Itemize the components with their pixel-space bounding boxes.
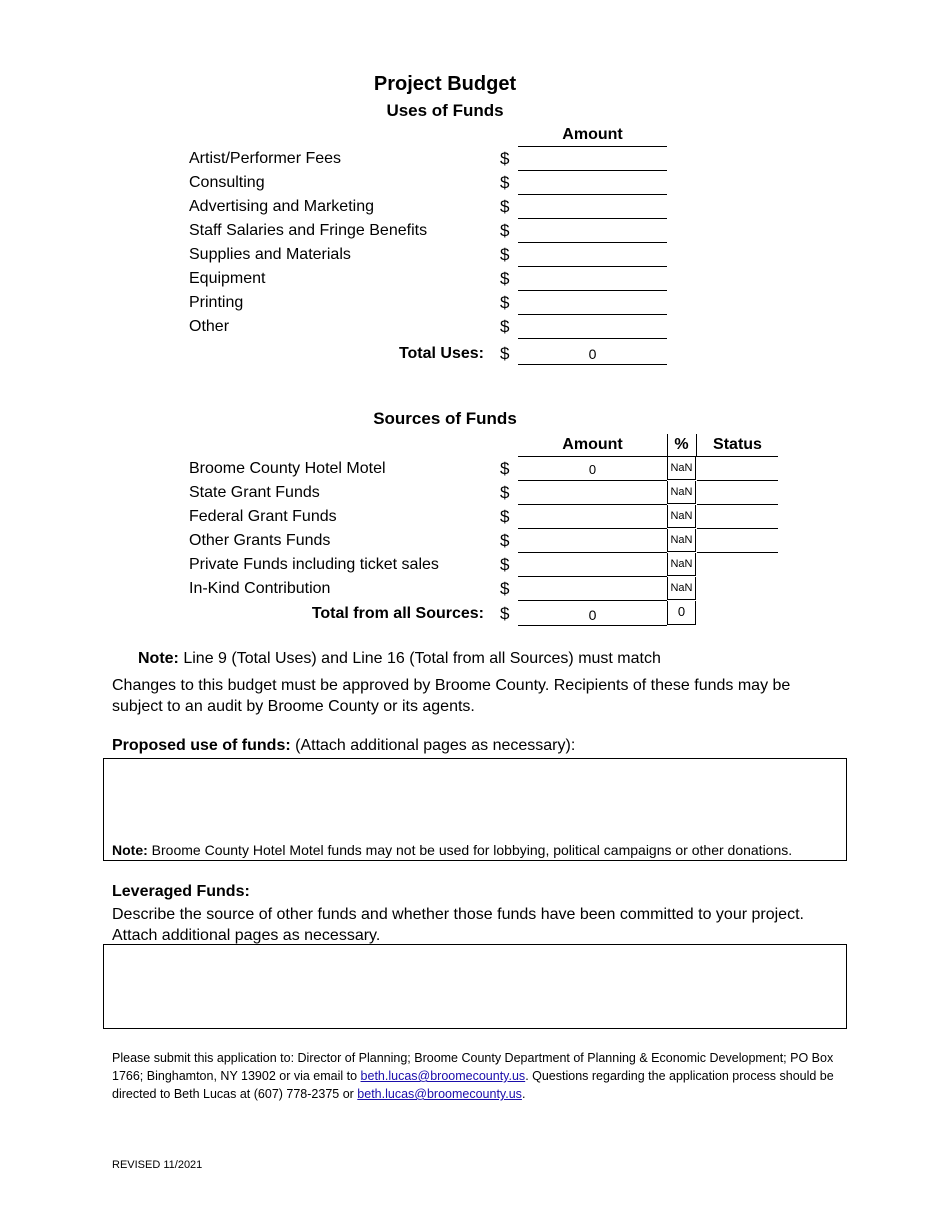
other-grants-input[interactable]: [518, 530, 667, 553]
note-label: Note:: [138, 650, 179, 667]
federal-grant-percent: NaN: [667, 505, 696, 528]
hotel-motel-status-input[interactable]: [697, 457, 778, 481]
federal-grant-status-input[interactable]: [697, 505, 778, 529]
equipment-input[interactable]: [518, 270, 667, 291]
sources-heading: Sources of Funds: [373, 409, 517, 428]
currency-symbol: $: [500, 245, 510, 264]
private-funds-input[interactable]: [518, 554, 667, 577]
private-funds-percent: NaN: [667, 553, 696, 576]
sources-row-label: Broome County Hotel Motel: [189, 460, 386, 477]
uses-row-label: Equipment: [189, 270, 266, 287]
proposed-use-box[interactable]: [103, 758, 847, 861]
uses-heading: Uses of Funds: [386, 101, 504, 120]
currency-symbol: $: [500, 555, 510, 574]
email-link[interactable]: beth.lucas@broomecounty.us: [357, 1087, 522, 1101]
footer-text-2: . Questions regarding the application process should be directed to Beth Lucas at (607) 778-2375 or: [112, 1069, 834, 1101]
match-note-text: Line 9 (Total Uses) and Line 16 (Total from all Sources) must match: [178, 650, 661, 667]
currency-symbol: $: [500, 507, 510, 526]
footer-text-3: .: [521, 1087, 526, 1101]
uses-header-rule: [518, 146, 667, 147]
total-sources-value: 0: [518, 603, 667, 626]
percent-header-left-rule: [667, 434, 668, 457]
advertising-input[interactable]: [518, 198, 667, 219]
sources-amount-header: Amount: [562, 436, 623, 453]
uses-row-label: Other: [189, 318, 230, 335]
leveraged-funds-box[interactable]: [103, 944, 847, 1029]
sources-row-label: In-Kind Contribution: [189, 580, 331, 597]
currency-symbol: $: [500, 483, 510, 502]
consulting-input[interactable]: [518, 174, 667, 195]
approval-text: Changes to this budget must be approved by Broome County. Recipients of these funds may be subject to an audit by Broome County or its agents.: [112, 677, 791, 715]
uses-row-label: Supplies and Materials: [189, 246, 351, 263]
uses-row-label: Consulting: [189, 174, 265, 191]
footer-text-1: Please submit this application to: Director of Planning; Broome County Department of Planning & Economic Development; PO Box 1766; Binghamton, NY 13902 or via email to: [112, 1051, 834, 1083]
state-grant-input[interactable]: [518, 482, 667, 505]
proposed-use-label: [112, 737, 575, 755]
leveraged-funds-description: Describe the source of other funds and whether those funds have been committed to your project. Attach additional pages as necessary.: [112, 906, 804, 944]
other-input[interactable]: [518, 318, 667, 339]
submission-instructions: [112, 1049, 837, 1103]
in-kind-percent: NaN: [667, 577, 696, 600]
uses-row-label: Staff Salaries and Fringe Benefits: [189, 222, 428, 239]
hotel-motel-percent: NaN: [667, 457, 696, 480]
other-grants-status-input[interactable]: [697, 529, 778, 553]
total-uses-value: 0: [518, 344, 667, 365]
leveraged-funds-heading: Leveraged Funds:: [112, 883, 250, 900]
sources-row-label: Federal Grant Funds: [189, 508, 337, 525]
supplies-input[interactable]: [518, 246, 667, 267]
state-grant-status-input[interactable]: [697, 481, 778, 505]
status-header: Status: [713, 436, 762, 453]
other-grants-percent: NaN: [667, 529, 696, 552]
currency-symbol: $: [500, 317, 510, 336]
sources-row-label: Other Grants Funds: [189, 532, 331, 549]
currency-symbol: $: [500, 459, 510, 478]
percent-header: %: [674, 436, 689, 453]
currency-symbol: $: [500, 531, 510, 550]
sources-row-label: State Grant Funds: [189, 484, 320, 501]
hotel-motel-input[interactable]: [518, 458, 667, 481]
proposed-use-label-text: (Attach additional pages as necessary):: [290, 737, 576, 754]
email-link[interactable]: beth.lucas@broomecounty.us: [360, 1069, 526, 1083]
page-title: Project Budget: [373, 73, 517, 95]
match-note: [138, 650, 661, 668]
currency-symbol: $: [500, 344, 510, 363]
currency-symbol: $: [500, 173, 510, 192]
in-kind-input[interactable]: [518, 578, 667, 601]
printing-input[interactable]: [518, 294, 667, 315]
percent-header-right-rule: [696, 434, 697, 457]
currency-symbol: $: [500, 604, 510, 623]
currency-symbol: $: [500, 579, 510, 598]
revision-date: REVISED 11/2021: [112, 1159, 203, 1171]
federal-grant-input[interactable]: [518, 506, 667, 529]
currency-symbol: $: [500, 197, 510, 216]
state-grant-percent: NaN: [667, 481, 696, 504]
uses-row-label: Printing: [189, 294, 244, 311]
uses-row-label: Advertising and Marketing: [189, 198, 374, 215]
proposed-use-label-bold: Proposed use of funds:: [112, 737, 291, 754]
proposed-note-label: Note:: [112, 842, 148, 858]
uses-row-label: Artist/Performer Fees: [189, 150, 342, 167]
currency-symbol: $: [500, 293, 510, 312]
staff-salaries-input[interactable]: [518, 222, 667, 243]
currency-symbol: $: [500, 221, 510, 240]
currency-symbol: $: [500, 149, 510, 168]
total-percent-value: 0: [667, 601, 696, 625]
uses-amount-header: Amount: [562, 126, 623, 143]
total-uses-label: Total Uses:: [398, 345, 484, 362]
total-sources-label: Total from all Sources:: [311, 605, 484, 622]
currency-symbol: $: [500, 269, 510, 288]
proposed-note-text: Broome County Hotel Motel funds may not be used for lobbying, political campaigns or other donations.: [147, 842, 793, 858]
sources-row-label: Private Funds including ticket sales: [189, 556, 439, 573]
proposed-use-note: [112, 842, 792, 858]
artist-fees-input[interactable]: [518, 150, 667, 171]
